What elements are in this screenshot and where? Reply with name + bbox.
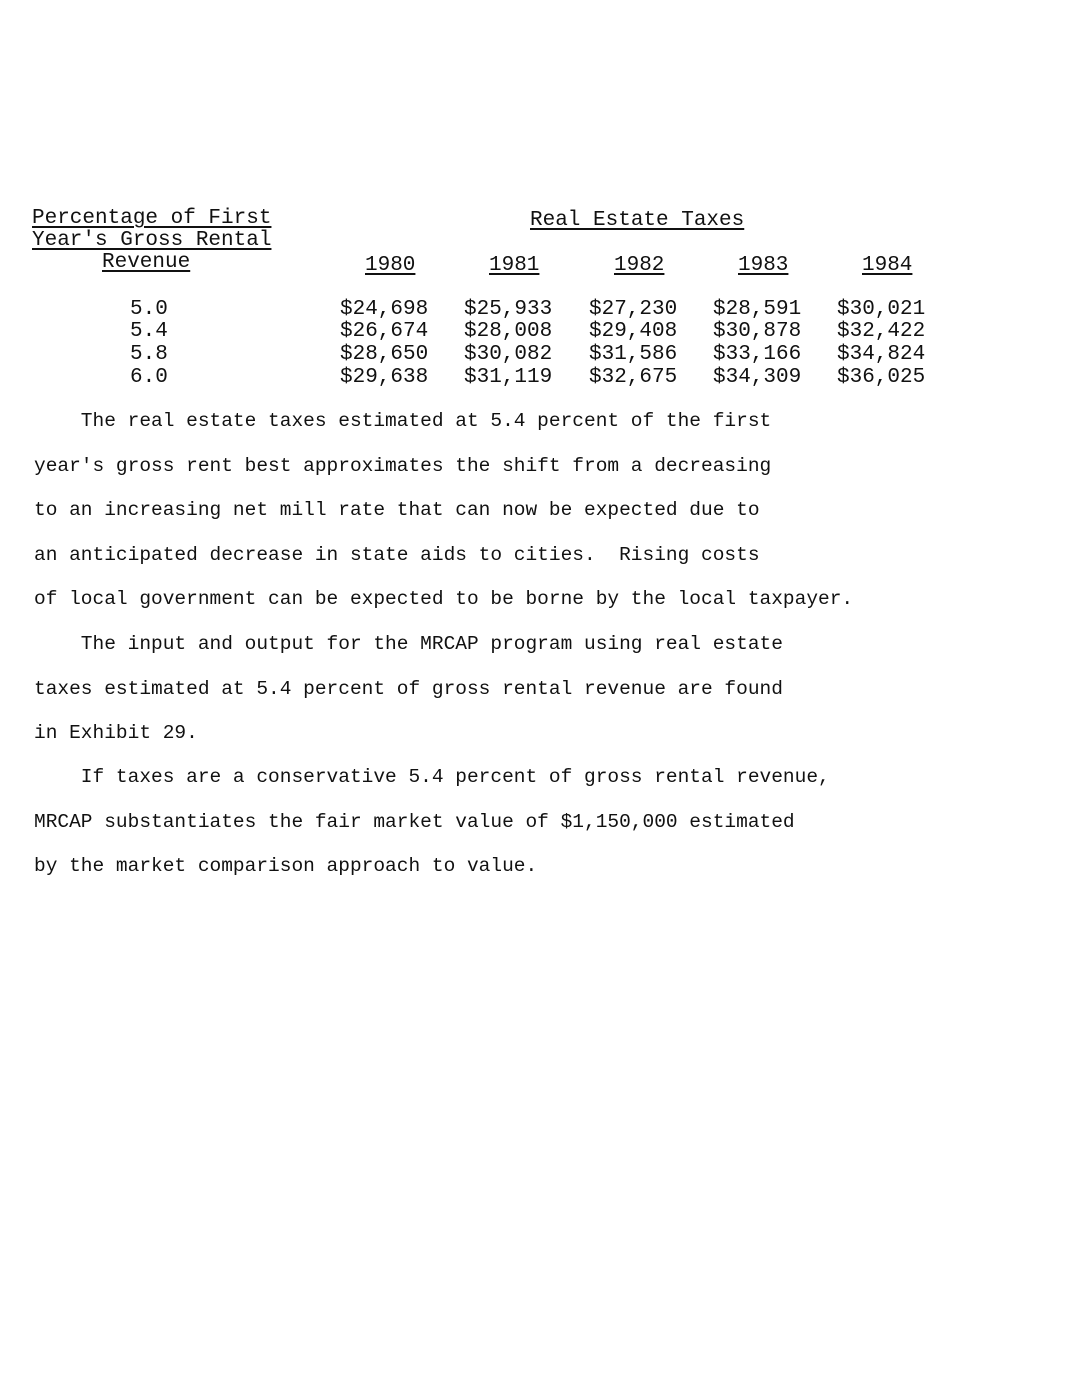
tax-cell-1983: $30,878 xyxy=(713,320,802,343)
paragraph-line: If taxes are a conservative 5.4 percent of gross rental revenue, xyxy=(34,766,830,788)
tax-cell-1982: $27,230 xyxy=(589,298,678,321)
body-paragraph xyxy=(34,410,1034,633)
percentage-header-line-2: Year's Gross Rental xyxy=(32,229,272,252)
year-header-1980: 1980 xyxy=(365,254,416,277)
tax-cell-1984: $34,824 xyxy=(837,343,926,366)
percentage-cell: 5.4 xyxy=(130,320,168,343)
body-paragraph xyxy=(34,766,1034,900)
tax-cell-1980: $26,674 xyxy=(340,320,429,343)
tax-cell-1980: $28,650 xyxy=(340,343,429,366)
tax-cell-1981: $25,933 xyxy=(464,298,553,321)
paragraph-line: by the market comparison approach to value. xyxy=(34,855,538,877)
paragraph-line: an anticipated decrease in state aids to cities. Rising costs xyxy=(34,543,760,566)
paragraph-line: year's gross rent best approximates the shift from a decreasing xyxy=(34,454,772,477)
percentage-column-header xyxy=(32,208,302,274)
tax-cell-1981: $30,082 xyxy=(464,343,553,366)
year-header-1982: 1982 xyxy=(614,254,665,277)
paragraph-line: to an increasing net mill rate that can now be expected due to xyxy=(34,499,760,521)
paragraph-line: The real estate taxes estimated at 5.4 percent of the first xyxy=(34,410,772,432)
tax-cell-1983: $34,309 xyxy=(713,366,802,389)
tax-cell-1983: $33,166 xyxy=(713,343,802,366)
tax-cell-1980: $24,698 xyxy=(340,298,429,321)
tax-cell-1984: $32,422 xyxy=(837,320,926,343)
year-header-1981: 1981 xyxy=(489,254,540,277)
percentage-header-line-3: Revenue xyxy=(102,251,191,274)
paragraph-line: MRCAP substantiates the fair market value of $1,150,000 estimated xyxy=(34,810,795,833)
body-paragraph xyxy=(34,633,1034,767)
percentage-cell: 5.8 xyxy=(130,343,168,366)
tax-cell-1981: $31,119 xyxy=(464,366,553,389)
paragraph-line: The input and output for the MRCAP program using real estate xyxy=(34,633,783,655)
tax-cell-1984: $30,021 xyxy=(837,298,926,321)
tax-cell-1984: $36,025 xyxy=(837,366,926,389)
real-estate-taxes-title: Real Estate Taxes xyxy=(530,209,745,232)
tax-cell-1982: $32,675 xyxy=(589,366,678,389)
tax-cell-1982: $31,586 xyxy=(589,343,678,366)
tax-cell-1982: $29,408 xyxy=(589,320,678,343)
year-header-1983: 1983 xyxy=(738,254,789,277)
table-row xyxy=(0,366,1080,389)
paragraph-line: of local government can be expected to be borne by the local taxpayer. xyxy=(34,588,854,610)
table-row xyxy=(0,298,1080,321)
tax-cell-1981: $28,008 xyxy=(464,320,553,343)
tax-cell-1983: $28,591 xyxy=(713,298,802,321)
paragraph-line: taxes estimated at 5.4 percent of gross rental revenue are found xyxy=(34,677,783,700)
tax-cell-1980: $29,638 xyxy=(340,366,429,389)
table-row xyxy=(0,320,1080,343)
paragraph-line: in Exhibit 29. xyxy=(34,722,198,744)
year-header-1984: 1984 xyxy=(862,254,913,277)
percentage-cell: 6.0 xyxy=(130,366,168,389)
table-row xyxy=(0,343,1080,366)
percentage-cell: 5.0 xyxy=(130,298,168,321)
percentage-header-line-1: Percentage of First xyxy=(32,207,272,230)
